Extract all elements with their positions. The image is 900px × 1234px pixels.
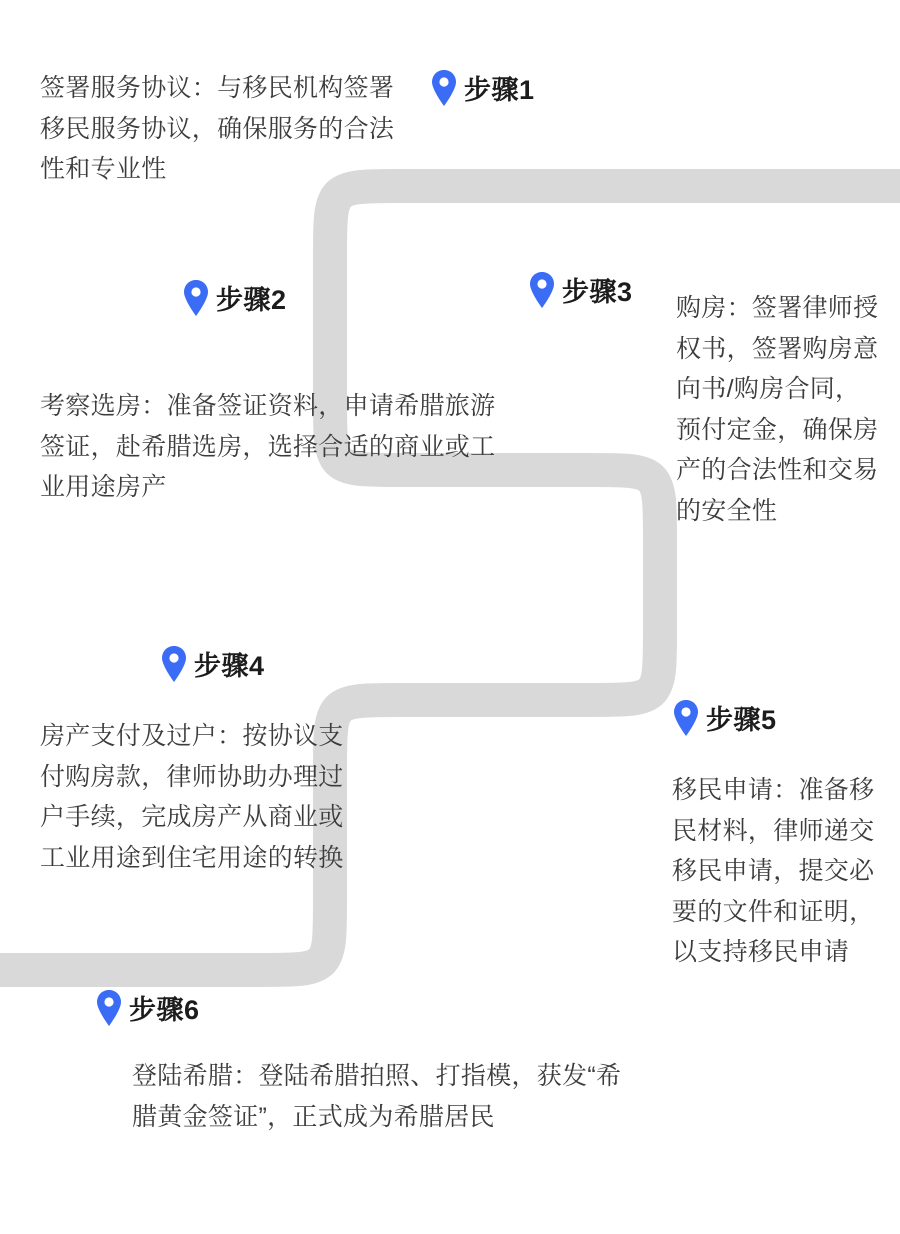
map-pin-icon xyxy=(528,271,556,309)
step-1-text: 签署服务协议：与移民机构签署移民服务协议，确保服务的合法性和专业性 xyxy=(40,74,395,183)
map-pin-icon xyxy=(430,69,458,107)
map-pin-icon xyxy=(95,989,123,1027)
step-1-header xyxy=(430,68,535,107)
step-6 xyxy=(95,988,635,1137)
step-6-text: 登陆希腊：登陆希腊拍照、打指模，获发“希腊黄金签证”，正式成为希腊居民 xyxy=(132,1062,622,1131)
step-1-label: 步骤1 xyxy=(464,75,535,105)
step-3-label: 步骤3 xyxy=(562,277,633,307)
step-5-header xyxy=(672,698,777,737)
step-4-text: 房产支付及过户：按协议支付购房款，律师协助办理过户手续，完成房产从商业或工业用途到住宅用途的转换 xyxy=(40,722,344,872)
step-2-text: 考察选房：准备签证资料，申请希腊旅游签证，赴希腊选房，选择合适的商业或工业用途房产 xyxy=(40,392,496,501)
step-1 xyxy=(40,68,560,190)
step-6-label: 步骤6 xyxy=(129,995,200,1025)
step-5-text: 移民申请：准备移民材料，律师递交移民申请，提交必要的文件和证明，以支持移民申请 xyxy=(672,776,875,966)
step-4-label: 步骤4 xyxy=(194,651,265,681)
step-4 xyxy=(40,644,370,878)
step-2 xyxy=(40,278,520,508)
map-pin-icon xyxy=(160,645,188,683)
map-pin-icon xyxy=(672,699,700,737)
step-2-label: 步骤2 xyxy=(216,285,287,315)
map-pin-icon xyxy=(182,279,210,317)
step-3-text: 购房：签署律师授权书，签署购房意向书/购房合同，预付定金，确保房产的合法性和交易的安全性 xyxy=(676,294,879,525)
step-5-label: 步骤5 xyxy=(706,705,777,735)
step-4-header xyxy=(160,644,265,683)
step-3 xyxy=(528,270,888,531)
step-2-header xyxy=(182,278,287,317)
step-6-header xyxy=(95,988,200,1027)
step-5 xyxy=(672,698,890,973)
step-3-header xyxy=(528,270,633,309)
